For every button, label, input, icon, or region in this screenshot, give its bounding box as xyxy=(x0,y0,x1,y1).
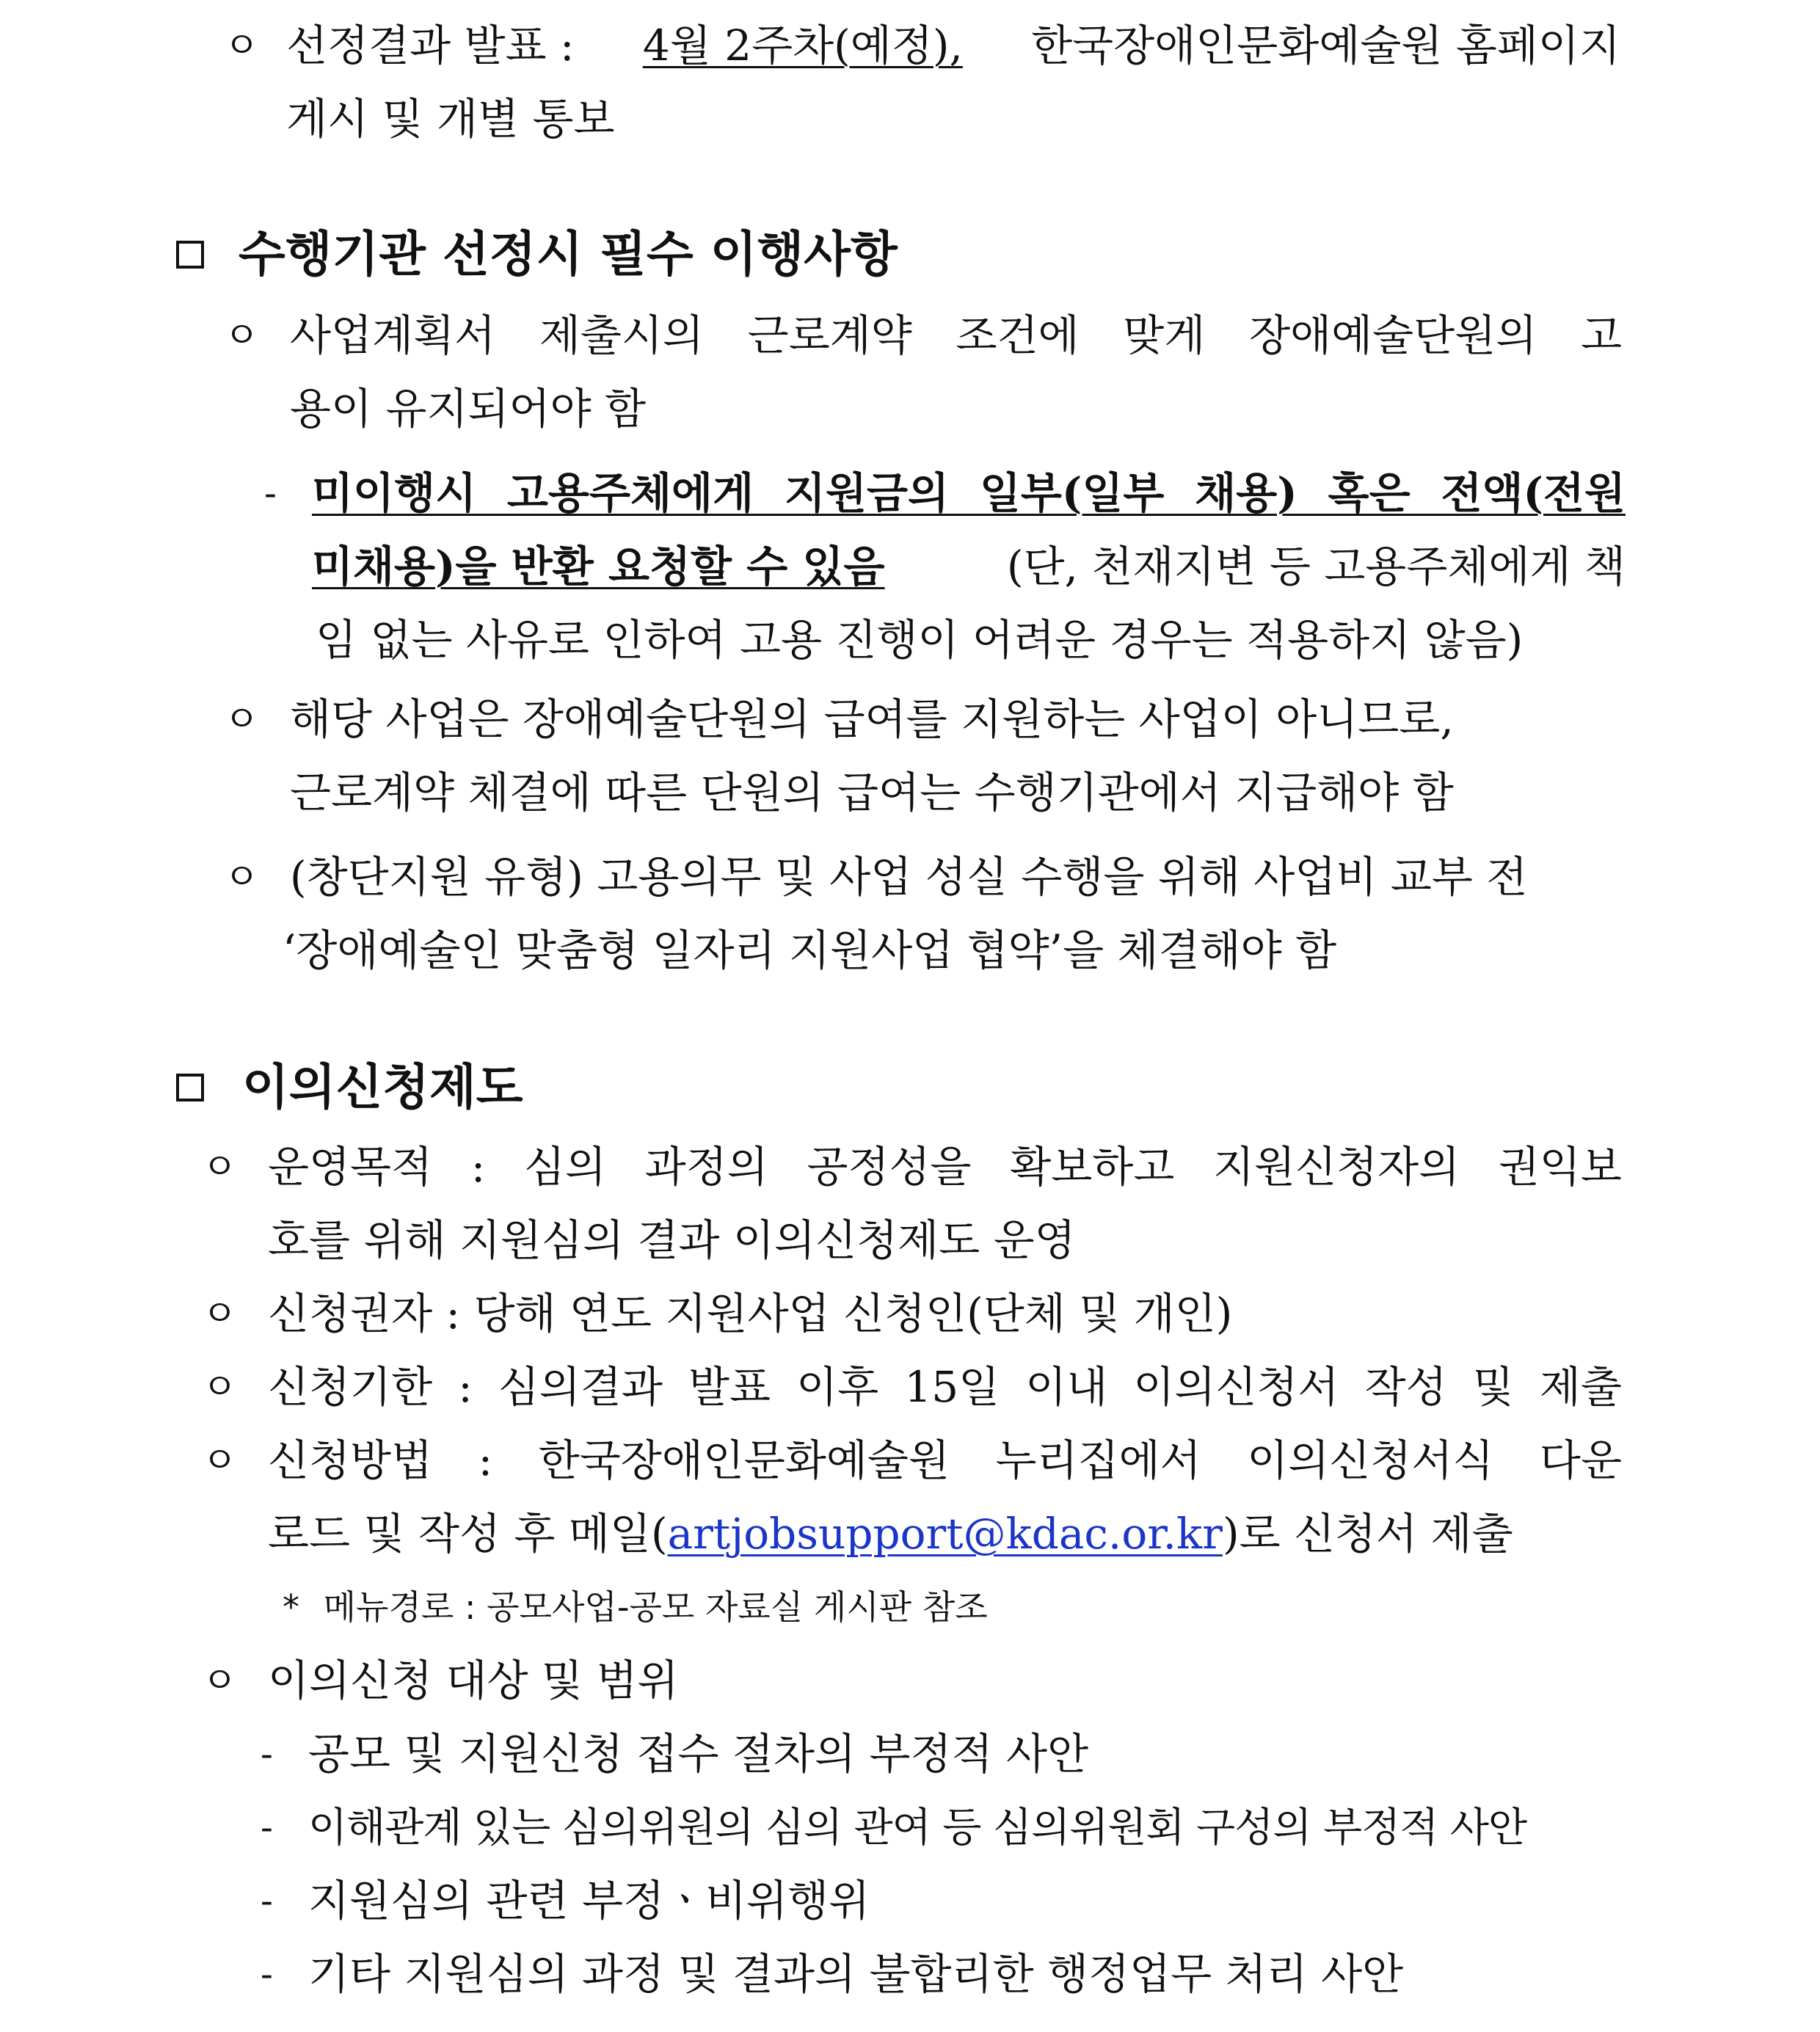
eligible-line: 신청권자 : 당해 연도 지원사업 신청인(단체 및 개인) xyxy=(268,1289,1233,1339)
menu-path-note xyxy=(283,1585,988,1629)
s1-item1-line-2: 용이 유지되어야 함 xyxy=(290,384,647,434)
s1-sub-line-2 xyxy=(312,541,1626,592)
bullet-circle: ㅇ xyxy=(202,1146,238,1188)
s1-sub-line-3: 임 없는 사유로 인하여 고용 진행이 어려운 경우는 적용하지 않음) xyxy=(316,615,1524,665)
scope-item: 공모 및 지원신청 접수 절차의 부정적 사안 xyxy=(308,1729,1089,1779)
bullet-dash: - xyxy=(261,1953,273,1995)
s1-item2-line-2: 근로계약 체결에 따른 단원의 급여는 수행기관에서 지급해야 함 xyxy=(290,768,1454,817)
purpose-line-2: 호를 위해 지원심의 결과 이의신청제도 운영 xyxy=(268,1215,1076,1265)
bullet-dash: - xyxy=(264,472,277,514)
bullet-dash: - xyxy=(261,1733,273,1775)
bullet-circle: ㅇ xyxy=(202,1439,238,1482)
section1-heading: 수행기관 선정시 필수 이행사항 xyxy=(239,226,898,283)
s1-item1-line-1: 사업계획서 제출시의 근로계약 조건에 맞게 장애예술단원의 고 xyxy=(290,310,1622,360)
method-line-1: 신청방법 : 한국장애인문화예술원 누리집에서 이의신청서식 다운 xyxy=(268,1435,1622,1485)
section-checkbox-icon xyxy=(176,241,204,269)
bullet-circle: ㅇ xyxy=(202,1366,238,1408)
announcement-label: 선정결과 발표 : xyxy=(286,21,575,70)
bullet-circle: ㅇ xyxy=(202,1659,238,1702)
deadline-line: 신청기한 : 심의결과 발표 이후 15일 이내 이의신청서 작성 및 제출 xyxy=(268,1362,1622,1412)
purpose-line-1: 운영목적 : 심의 과정의 공정성을 확보하고 지원신청자의 권익보 xyxy=(268,1142,1622,1192)
scope-item: 이해관계 있는 심의위원의 심의 관여 등 심의위원회 구성의 부정적 사안 xyxy=(308,1804,1527,1851)
bullet-dash: - xyxy=(261,1806,273,1849)
section-checkbox-icon xyxy=(176,1074,204,1101)
s1-sub-bold: 미채용)을 반환 요청할 수 있음 xyxy=(312,542,885,591)
bullet-circle: ㅇ xyxy=(224,314,260,357)
announcement-line-2: 게시 및 개별 통보 xyxy=(286,94,615,144)
scope-item: 기타 지원심의 과정 및 결과의 불합리한 행정업무 처리 사안 xyxy=(308,1949,1404,1999)
bullet-circle: ㅇ xyxy=(224,24,260,67)
bullet-circle: ㅇ xyxy=(202,1292,238,1335)
scope-item: 지원심의 관련 부정ㆍ비위행위 xyxy=(308,1876,870,1926)
s1-item3-line-2: ‘장애예술인 맞춤형 일자리 지원사업 협약’을 체결해야 함 xyxy=(283,925,1337,975)
note-star: * xyxy=(283,1587,299,1627)
s1-item3-line-1: (창단지원 유형) 고용의무 및 사업 성실 수행을 위해 사업비 교부 전 xyxy=(290,852,1528,902)
s1-sub-rest: (단, 천재지변 등 고용주체에게 책 xyxy=(1006,542,1626,591)
note-text: 메뉴경로 : 공모사업-공모 자료실 게시판 참조 xyxy=(323,1587,988,1627)
announcement-rest: 한국장애인문화예술원 홈페이지 xyxy=(1031,21,1620,70)
announcement-date: 4월 2주차(예정), xyxy=(642,21,963,70)
section2-heading: 이의신청제도 xyxy=(242,1059,523,1115)
s1-sub-line-1: 미이행시 고용주체에게 지원금의 일부(일부 채용) 혹은 전액(전원 xyxy=(312,468,1626,518)
method-pre: 로드 및 작성 후 메일( xyxy=(268,1509,668,1559)
bullet-dash: - xyxy=(261,1879,273,1922)
method-line-2 xyxy=(268,1508,1513,1559)
s1-item2-line-1: 해당 사업은 장애예술단원의 급여를 지원하는 사업이 아니므로, xyxy=(290,694,1454,744)
email-link[interactable]: artjobsupport@kdac.or.kr xyxy=(667,1509,1223,1559)
bullet-circle: ㅇ xyxy=(224,698,260,740)
bullet-circle: ㅇ xyxy=(224,856,260,898)
method-post: )로 신청서 제출 xyxy=(1222,1509,1513,1559)
scope-title: 이의신청 대상 및 범위 xyxy=(268,1656,679,1705)
announcement-line-1 xyxy=(286,20,1620,71)
